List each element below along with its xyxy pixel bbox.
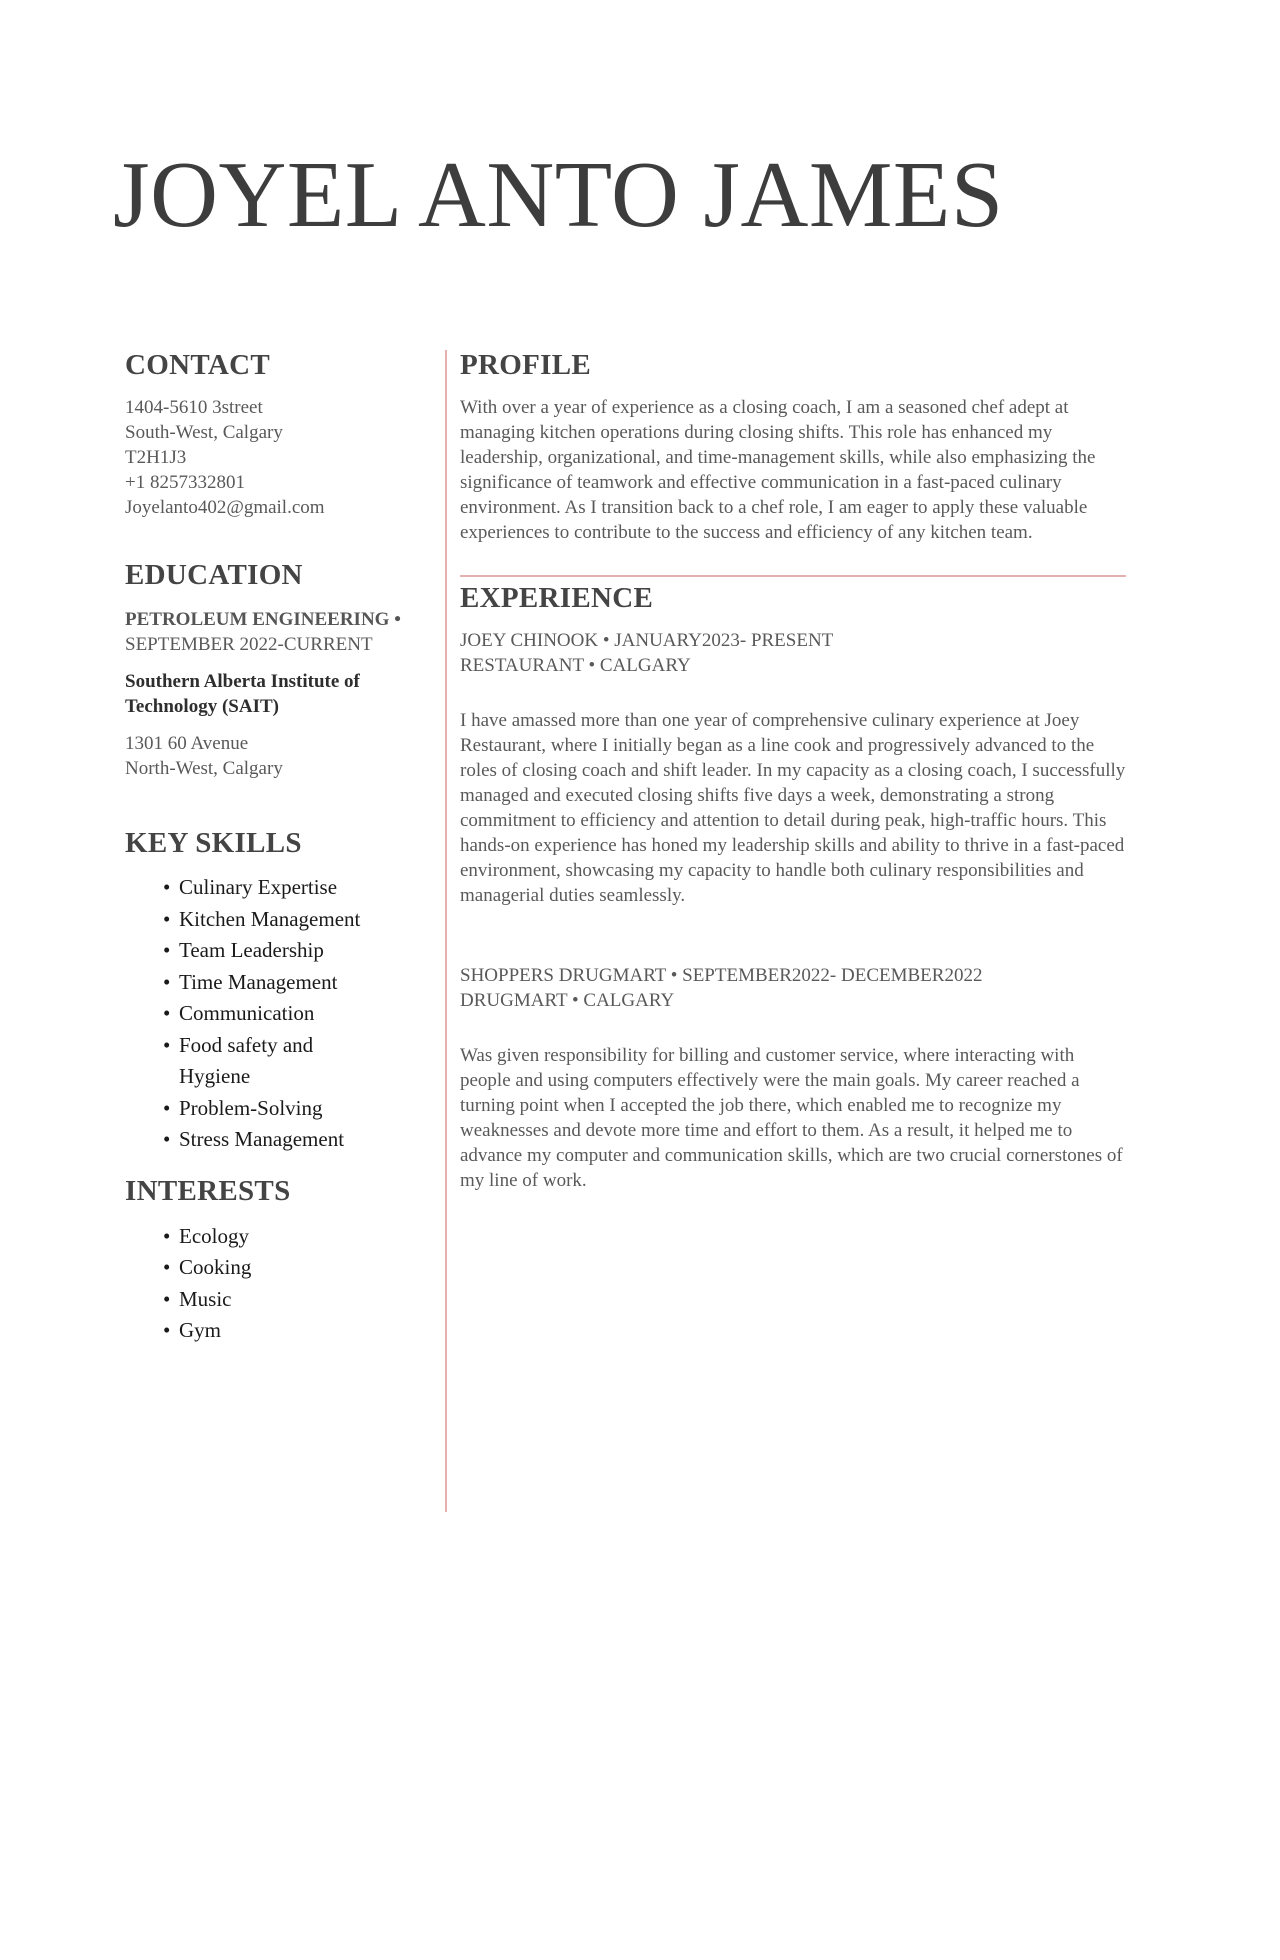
experience-heading: EXPERIENCE (460, 581, 654, 614)
bullet-icon: • (163, 1318, 171, 1343)
job-location: DRUGMART • CALGARY (460, 989, 675, 1011)
list-item (163, 1221, 425, 1253)
job-title-dates: SHOPPERS DRUGMART • SEPTEMBER2022- DECEMBER2022 (460, 964, 983, 986)
list-item (163, 904, 425, 936)
education-heading: EDUCATION (125, 558, 303, 591)
list-item (163, 1284, 425, 1316)
school-address (125, 731, 425, 781)
skill-label: Food safety and Hygiene (179, 1032, 314, 1089)
job-header (460, 963, 1126, 1013)
list-item (163, 998, 425, 1030)
skill-label: Team Leadership (179, 938, 324, 963)
skill-label: Culinary Expertise (179, 875, 338, 900)
contact-details (125, 395, 425, 520)
interests-list (125, 1221, 425, 1347)
job-location: RESTAURANT • CALGARY (460, 654, 691, 676)
bullet-icon: • (163, 906, 171, 931)
bullet-icon: • (163, 969, 171, 994)
job-description: Was given responsibility for billing and customer service, where interacting with people and using computers effectively were the main goals. My career reached a turning point when I accepted the job there, which enabled me to recognize my weaknesses and devote more time and effort to them. As a result, it helped me to advance my computer and communication skills, which are two crucial cornerstones of my line of work. (460, 1044, 1123, 1191)
contact-area: South-West, Calgary (125, 421, 283, 443)
job-description: I have amassed more than one year of comprehensive culinary experience at Joey Restaurant, where I initially began as a line cook and progressively advanced to the roles of closing coach and shift leader. In my capacity as a closing coach, I successfully managed and executed closing shifts five days a week, demonstrating a strong commitment to efficiency and attention to detail during peak, high-traffic hours. This hands-on experience has honed my leadership skills and ability to thrive in a fast-paced environment, showcasing my capacity to handle both culinary responsibilities and managerial duties seamlessly. (460, 709, 1126, 906)
bullet-icon: • (163, 1095, 171, 1120)
list-item (163, 1093, 425, 1125)
contact-street: 1404-5610 3street (125, 396, 263, 418)
job-entry (460, 628, 1126, 908)
skill-label: Time Management (179, 969, 338, 994)
bullet-icon: • (163, 875, 171, 900)
education-section (125, 558, 425, 781)
skills-list (125, 872, 425, 1156)
bullet-icon: • (163, 938, 171, 963)
section-divider (460, 575, 1126, 577)
skill-label: Stress Management (179, 1127, 345, 1152)
contact-phone: +1 8257332801 (125, 471, 245, 493)
left-column (125, 348, 425, 1347)
list-item (163, 1030, 425, 1093)
list-item (163, 967, 425, 999)
column-divider (445, 350, 447, 1512)
school-name: Southern Alberta Institute of Technology (SAIT) (125, 670, 360, 717)
skill-label: Communication (179, 1001, 315, 1026)
school-address-line: North-West, Calgary (125, 757, 283, 779)
bullet-icon: • (163, 1001, 171, 1026)
list-item (163, 1124, 425, 1156)
experience-section (460, 581, 1126, 1193)
job-entry (460, 963, 1126, 1193)
list-item (163, 1252, 425, 1284)
skill-label: Problem-Solving (179, 1095, 323, 1120)
profile-heading: PROFILE (460, 349, 591, 381)
key-skills-section (125, 826, 425, 1156)
contact-postal-code: T2H1J3 (125, 446, 187, 468)
interest-label: Ecology (179, 1223, 249, 1248)
interests-heading: INTERESTS (125, 1174, 291, 1207)
job-header (460, 628, 1126, 678)
right-column (460, 348, 1126, 1193)
bullet-icon: • (163, 1286, 171, 1311)
list-item (163, 872, 425, 904)
interest-label: Gym (179, 1318, 221, 1343)
contact-heading: CONTACT (125, 349, 270, 381)
degree-title: PETROLEUM ENGINEERING • (125, 608, 401, 630)
list-item (163, 1315, 425, 1347)
interest-label: Music (179, 1286, 232, 1311)
list-item (163, 935, 425, 967)
skill-label: Kitchen Management (179, 906, 361, 931)
degree-dates: SEPTEMBER 2022-CURRENT (125, 633, 373, 655)
bullet-icon: • (163, 1127, 171, 1152)
bullet-icon: • (163, 1255, 171, 1280)
job-title-dates: JOEY CHINOOK • JANUARY2023- PRESENT (460, 629, 834, 651)
bullet-icon: • (163, 1032, 171, 1057)
resume-name: JOYEL ANTO JAMES (113, 143, 1004, 247)
key-skills-heading: KEY SKILLS (125, 826, 302, 859)
bullet-icon: • (163, 1223, 171, 1248)
interests-section (125, 1174, 425, 1347)
profile-section (460, 348, 1126, 545)
education-degree (125, 607, 425, 657)
school-address-line: 1301 60 Avenue (125, 732, 249, 754)
profile-text: With over a year of experience as a closing coach, I am a seasoned chef adept at managing kitchen operations during closing shifts. This role has enhanced my leadership, organizational, and time-management skills, while also emphasizing the significance of teamwork and effective communication in a fast-paced culinary environment. As I transition back to a chef role, I am eager to apply these valuable experiences to contribute to the success and efficiency of any kitchen team. (460, 396, 1096, 543)
contact-email: Joyelanto402@gmail.com (125, 496, 325, 518)
interest-label: Cooking (179, 1255, 252, 1280)
contact-section (125, 348, 425, 520)
